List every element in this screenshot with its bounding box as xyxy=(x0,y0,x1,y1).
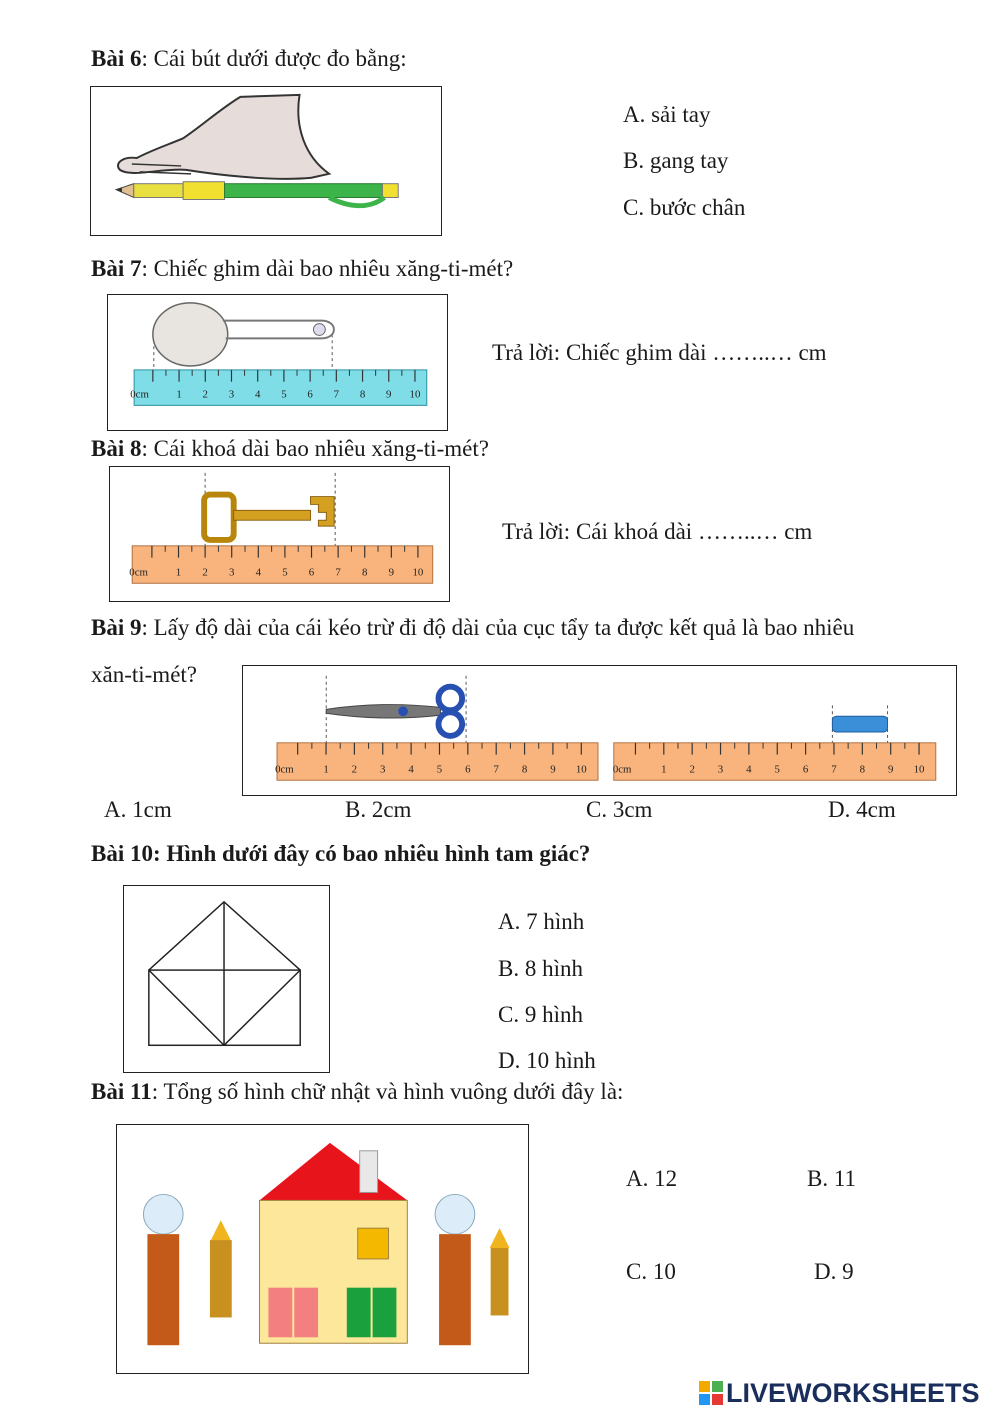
ruler-label: 7 xyxy=(831,763,837,776)
circle-left xyxy=(143,1194,183,1234)
bai8-title: Bài 8 xyxy=(91,436,142,461)
ruler-cm-blue xyxy=(130,370,427,405)
bai10-option-b[interactable]: B. 8 hình xyxy=(498,956,583,981)
bai11-option-a[interactable]: A. 12 xyxy=(626,1166,678,1191)
bai6-title: Bài 6 xyxy=(91,46,142,71)
bai11-heading xyxy=(91,1079,623,1105)
ruler-label: 10 xyxy=(409,388,421,401)
eraser xyxy=(832,716,887,732)
ruler-label: 0cm xyxy=(130,388,149,401)
ruler-label: 10 xyxy=(412,566,424,579)
roof-triangle xyxy=(260,1143,408,1201)
bai7-question: : Chiếc ghim dài bao nhiêu xăng-ti-mét? xyxy=(141,256,514,281)
bai9-option-c[interactable]: C. 3cm xyxy=(586,797,653,822)
ruler-label: 6 xyxy=(307,388,313,401)
ruler-label: 4 xyxy=(254,388,261,401)
ruler-label: 3 xyxy=(229,566,235,579)
ruler-label: 4 xyxy=(255,566,262,579)
ruler-label: 10 xyxy=(913,763,925,776)
bai9-image xyxy=(242,665,957,796)
rect-left-tall xyxy=(147,1234,179,1345)
ruler-label: 3 xyxy=(380,763,386,776)
ruler-label: 4 xyxy=(746,763,752,776)
ruler-label: 1 xyxy=(176,388,182,401)
ruler-label: 2 xyxy=(202,566,208,579)
bai9-heading xyxy=(91,615,854,641)
bai8-question: : Cái khoá dài bao nhiêu xăng-ti-mét? xyxy=(141,436,489,461)
ruler-label: 0cm xyxy=(612,763,632,776)
bai6-option-c[interactable]: C. bước chân xyxy=(623,195,746,220)
scissors xyxy=(326,687,462,736)
ruler-label: 10 xyxy=(575,763,587,776)
bai6-option-a[interactable]: A. sải tay xyxy=(623,102,711,127)
ruler-label: 8 xyxy=(521,763,528,776)
bai10-title: Bài 10: Hình dưới đây có bao nhiêu hình tam giác? xyxy=(91,841,591,866)
ruler-label: 2 xyxy=(202,388,208,401)
ruler-cm-orange xyxy=(129,546,432,583)
bai11-title: Bài 11 xyxy=(91,1079,152,1104)
bai8-image xyxy=(109,466,450,602)
bai11-option-b[interactable]: B. 11 xyxy=(807,1166,856,1191)
bai10-option-d[interactable]: D. 10 hình xyxy=(498,1048,596,1073)
liveworksheets-logo[interactable] xyxy=(698,1376,980,1410)
bai8-heading xyxy=(91,436,489,462)
ruler-label: 9 xyxy=(386,388,392,401)
bai6-question: : Cái bút dưới được đo bằng: xyxy=(141,46,407,71)
ruler-label: 5 xyxy=(282,566,288,579)
ruler-label: 9 xyxy=(388,566,395,579)
bai9-title: Bài 9 xyxy=(91,615,142,640)
pink-rect-1 xyxy=(268,1288,292,1338)
ruler-label: 8 xyxy=(859,763,866,776)
circle-right xyxy=(435,1194,475,1234)
bai11-option-c[interactable]: C. 10 xyxy=(626,1259,676,1284)
house-shapes-illustration xyxy=(117,1125,528,1373)
hand-pencil-illustration xyxy=(91,87,441,235)
bai8-answer[interactable]: Trả lời: Cái khoá dài ……..… cm xyxy=(502,519,813,544)
key xyxy=(204,495,334,540)
bai10-option-a[interactable]: A. 7 hình xyxy=(498,909,585,934)
bai7-answer[interactable]: Trả lời: Chiếc ghim dài ……..… cm xyxy=(492,340,827,365)
logo-mark-icon xyxy=(698,1380,724,1406)
bai9-question-line1: : Lấy độ dài của cái kéo trừ đi độ dài của cục tẩy ta được kết quả là bao nhiêu xyxy=(141,615,855,640)
bai9-option-b[interactable]: B. 2cm xyxy=(345,797,412,822)
pin-ruler-illustration xyxy=(108,295,447,430)
ruler-cm-orange-left xyxy=(275,743,598,780)
ruler-label: 7 xyxy=(493,763,499,776)
ruler-label: 4 xyxy=(408,763,414,776)
bai9-question-line2: xăn-ti-mét? xyxy=(91,662,198,687)
ruler-label: 9 xyxy=(887,763,894,776)
key-ruler-illustration xyxy=(110,467,449,601)
bai7-image xyxy=(107,294,448,431)
ruler-label: 2 xyxy=(351,763,358,776)
scissors-eraser-illustration xyxy=(243,666,956,795)
bai6-option-b[interactable]: B. gang tay xyxy=(623,148,729,173)
bai9-option-d[interactable]: D. 4cm xyxy=(828,797,896,822)
bai10-heading xyxy=(91,841,590,867)
pin-head xyxy=(153,303,228,366)
ruler-label: 1 xyxy=(175,566,182,579)
ruler-label: 1 xyxy=(661,763,667,776)
green-rect-1 xyxy=(347,1288,371,1338)
ruler-label: 8 xyxy=(362,566,368,579)
ruler-label: 7 xyxy=(333,388,340,401)
ruler-label: 3 xyxy=(717,763,724,776)
ruler-label: 5 xyxy=(436,763,443,776)
triangle-figure xyxy=(124,886,329,1072)
ruler-label: 6 xyxy=(802,763,809,776)
ruler-label: 6 xyxy=(308,566,315,579)
ruler-label: 7 xyxy=(335,566,341,579)
ruler-label: 0cm xyxy=(129,566,148,579)
rect-right-small xyxy=(491,1248,509,1315)
ruler-label: 0cm xyxy=(275,763,294,776)
logo-text: LIVEWORKSHEETS xyxy=(726,1377,980,1408)
green-rect-2 xyxy=(373,1288,397,1338)
ruler-label: 2 xyxy=(689,763,695,776)
ruler-label: 3 xyxy=(228,388,235,401)
bai6-heading xyxy=(91,46,407,72)
ruler-label: 1 xyxy=(323,763,329,776)
bai11-question: : Tổng số hình chữ nhật và hình vuông dưới đây là: xyxy=(151,1079,624,1104)
bai11-image xyxy=(116,1124,529,1374)
ruler-cm-orange-right xyxy=(613,743,936,780)
bai7-heading xyxy=(91,256,513,282)
rect-left-small xyxy=(210,1240,232,1317)
ruler-label: 5 xyxy=(774,763,780,776)
bai11-option-d[interactable]: D. 9 xyxy=(814,1259,854,1284)
bai10-image xyxy=(123,885,330,1073)
ruler-label: 6 xyxy=(465,763,471,776)
ruler-label: 5 xyxy=(281,388,287,401)
bai10-option-c[interactable]: C. 9 hình xyxy=(498,1002,583,1027)
ruler-label: 9 xyxy=(550,763,556,776)
bai6-image xyxy=(90,86,442,236)
pink-rect-2 xyxy=(294,1288,318,1338)
bai9-option-a[interactable]: A. 1cm xyxy=(104,797,172,822)
ruler-label: 8 xyxy=(359,388,366,401)
square-window xyxy=(358,1228,389,1259)
bai7-title: Bài 7 xyxy=(91,256,142,281)
rect-right-tall xyxy=(439,1234,471,1345)
chimney xyxy=(360,1151,378,1193)
